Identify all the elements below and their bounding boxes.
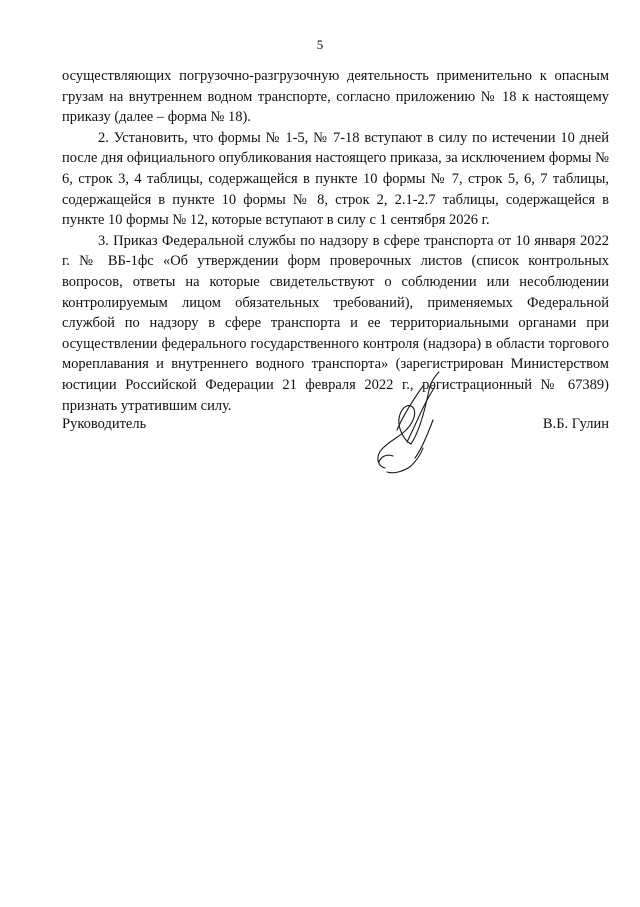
signature-block xyxy=(62,410,609,490)
handwritten-signature xyxy=(367,370,457,480)
position-title: Руководитель xyxy=(62,416,147,432)
paragraph-item-3: 3. Приказ Федеральной службы по надзору в сфере транспорта от 10 января 2022 г. № ВБ-1фс «Об утверждении форм проверочных листов (список контрольных вопросов, ответы на которые свидетельствуют о соблюдении или несоблюдении контролируемым лицом обязательных требований), применяемых Федеральной службой по надзору в сфере транспорта и ее территориальными органами при осуществлении федерального государственного контроля (надзора) в области торгового мореплавания и внутреннего водного транспорта» (зарегистрирован Министерством юстиции Российской Федерации 21 февраля 2022 г., регистрационный № 67389) признать утратившим силу. xyxy=(62,232,609,414)
signer-name: В.Б. Гулин xyxy=(542,416,609,432)
paragraph-continuation: осуществляющих погрузочно-разгрузочную деятельность применительно к опасным грузам на внутреннем водном транспорте, согласно приложению № 18 к настоящему приказу (далее – форма № 18). xyxy=(62,68,609,126)
paragraph-item-2: 2. Установить, что формы № 1-5, № 7-18 вступают в силу по истечении 10 дней после дня официального опубликования настоящего приказа, за исключением формы № 6, строк 3, 4 таблицы, содержащейся в пункте 10 формы № 7, строк 5, 6, 7 таблицы, содержащейся в пункте 10 формы № 8, строк 2, 2.1-2.7 таблицы, содержащейся в пункте 10 формы № 12, которые вступают в силу с 1 сентября 2026 г. xyxy=(62,129,609,229)
document-body xyxy=(62,66,609,416)
page-number: 5 xyxy=(316,37,324,52)
